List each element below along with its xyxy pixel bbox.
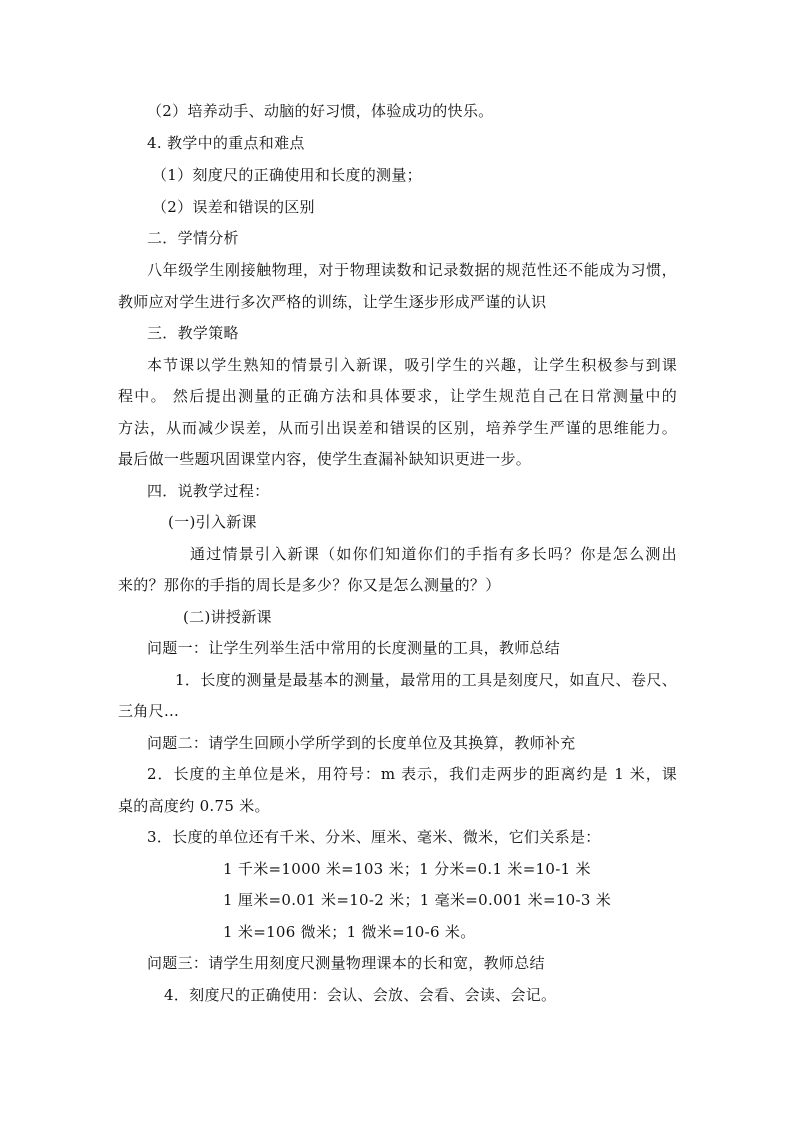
text-line: 通过情景引入新课（如你们知道你们的手指有多长吗？你是怎么测出: [190, 545, 677, 563]
section-heading: 三．教学策略: [147, 324, 239, 342]
text-line: 来的？那你的手指的周长是多少？你又是怎么测量的？）: [118, 576, 501, 594]
text-line: 教师应对学生进行多次严格的训练，让学生逐步形成严谨的认识: [118, 293, 547, 311]
text-line: （2）误差和错误的区别: [152, 198, 315, 216]
text-line: 程中。 然后提出测量的正确方法和具体要求，让学生规范自己在日常测量中的: [118, 387, 677, 405]
section-heading: 四．说教学过程：: [147, 482, 270, 500]
text-line: 桌的高度约 0.75 米。: [118, 797, 270, 815]
subsection-heading: (一)引入新课: [168, 513, 257, 531]
text-line: 三角尺…: [118, 702, 180, 720]
text-line: 八年级学生刚接触物理，对于物理读数和记录数据的规范性还不能成为习惯，: [147, 261, 677, 279]
text-line: 3．长度的单位还有千米、分米、厘米、毫米、微米，它们关系是：: [147, 828, 601, 846]
text-line: 1 米=106 微米；1 微米=10-6 米。: [223, 923, 476, 941]
text-line: 问题二：请学生回顾小学所学到的长度单位及其换算，教师补充: [147, 734, 576, 752]
text-line: 4．刻度尺的正确使用：会认、会放、会看、会读、会记。: [164, 986, 557, 1004]
text-line: 本节课以学生熟知的情景引入新课，吸引学生的兴趣，让学生积极参与到课: [147, 356, 677, 374]
text-line: （1）刻度尺的正确使用和长度的测量；: [152, 166, 422, 184]
text-line: 1 厘米=0.01 米=10-2 米；1 毫米=0.001 米=10-3 米: [223, 891, 612, 909]
text-line: 问题三：请学生用刻度尺测量物理课本的长和宽，教师总结: [147, 954, 545, 972]
text-line: 4. 教学中的重点和难点: [147, 134, 305, 152]
subsection-heading: (二)讲授新课: [183, 608, 272, 626]
text-line: 问题一：让学生列举生活中常用的长度测量的工具，教师总结: [147, 639, 561, 657]
text-line: 方法，从而减少误差，从而引出误差和错误的区别，培养学生严谨的思维能力。: [118, 419, 677, 437]
text-line: （2）培养动手、动脑的好习惯，体验成功的快乐。: [147, 102, 494, 120]
section-heading: 二．学情分析: [147, 229, 239, 247]
text-line: 1 千米=1000 米=103 米；1 分米=0.1 米=10-1 米: [223, 860, 591, 878]
text-line: 1．长度的测量是最基本的测量，最常用的工具是刻度尺，如直尺、卷尺、: [175, 671, 677, 689]
text-line: 2．长度的主单位是米，用符号：m 表示，我们走两步的距离约是 1 米，课: [147, 765, 677, 783]
text-line: 最后做一些题巩固课堂内容，使学生查漏补缺知识更进一步。: [118, 450, 532, 468]
